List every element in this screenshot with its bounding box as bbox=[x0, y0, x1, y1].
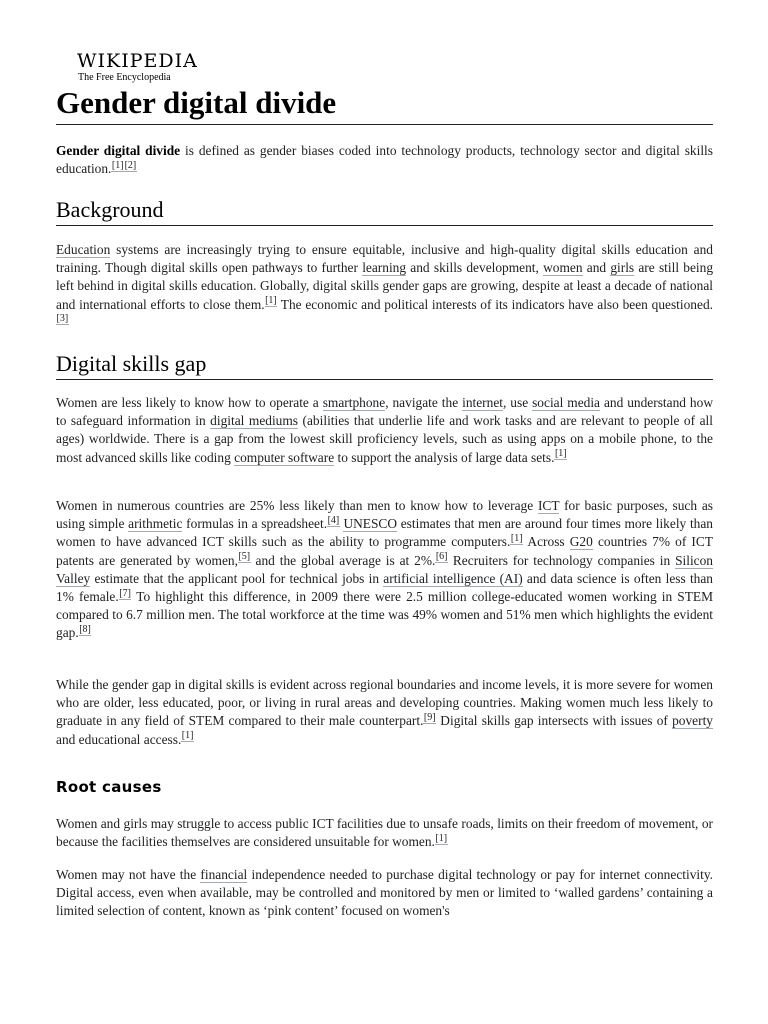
background-paragraph bbox=[56, 241, 713, 332]
link-poverty[interactable]: poverty bbox=[672, 713, 713, 729]
section-heading-digital-skills-gap: Digital skills gap bbox=[56, 350, 713, 380]
subsection-heading-root-causes: Root causes bbox=[56, 778, 162, 796]
text-span: and data science is often less than 1% female. bbox=[56, 570, 713, 605]
citation[interactable]: [1] bbox=[435, 832, 448, 844]
citation[interactable]: [1] bbox=[510, 532, 523, 544]
text-span: and the global average is at 2%. bbox=[250, 552, 436, 568]
link-financial[interactable]: financial bbox=[200, 867, 248, 882]
link-arithmetic[interactable]: arithmetic bbox=[128, 516, 183, 532]
citation[interactable]: [1] bbox=[265, 295, 277, 307]
root-causes-paragraph-1 bbox=[56, 815, 713, 851]
text-span: , use bbox=[503, 395, 533, 410]
citation[interactable]: [1][2] bbox=[111, 159, 137, 171]
link-girls[interactable]: girls bbox=[610, 260, 635, 276]
text-span: systems are increasingly trying to ensure equitable, inclusive and high-quality digital skills education and training. Though digital skills open pathways to further bbox=[56, 242, 713, 276]
citation[interactable]: [9] bbox=[423, 711, 436, 723]
text-span: While the gender gap in digital skills is evident across regional boundaries and income levels, it is more severe for women who are older, less educated, poor, or living in rural areas and developing countries. Making women much less likely to graduate in any field of STEM compared to their male counterpart. bbox=[56, 677, 713, 729]
logo-tagline: The Free Encyclopedia bbox=[78, 72, 171, 83]
citation[interactable]: [5] bbox=[238, 551, 251, 563]
page-title: Gender digital divide bbox=[56, 84, 713, 125]
text-span: and bbox=[582, 260, 611, 276]
citation[interactable]: [3] bbox=[56, 313, 69, 325]
text-span: Women may not have the bbox=[56, 867, 201, 882]
text-span: To highlight this difference, in 2009 there were 2.5 million college-educated women working in STEM compared to 6.7 million men. The total workforce at the time was 49% women and 51% men which highlights the evident gap. bbox=[56, 589, 713, 641]
citation[interactable]: [1] bbox=[554, 448, 567, 460]
digital-skills-paragraph-3 bbox=[56, 676, 713, 749]
text-span: for basic purposes, such as using simple bbox=[56, 498, 713, 532]
text-span: countries 7% of ICT patents are generated by women, bbox=[56, 534, 713, 568]
link-women[interactable]: women bbox=[543, 260, 583, 276]
link-unesco[interactable]: UNESCO bbox=[343, 516, 398, 532]
link-learning[interactable]: learning bbox=[362, 260, 407, 276]
text-span: independence needed to purchase digital technology or pay for internet connectivity. Digital access, even when available, may be controlled and monitored by men or limited to ‘walled gardens’ containing a limited selection of content, known as ‘pink content’ focused on women's bbox=[56, 867, 714, 919]
text-span: are still being left behind in digital skills education. Globally, digital skills gender gaps are growing, despite at least a decade of national and international efforts to close them. bbox=[56, 260, 714, 312]
citation[interactable]: [6] bbox=[435, 551, 448, 563]
text-span: and educational access. bbox=[56, 731, 182, 747]
link-silicon-valley[interactable]: Silicon Valley bbox=[56, 552, 714, 586]
text-span: Recruiters for technology companies in bbox=[448, 552, 676, 568]
link-education[interactable]: Education bbox=[56, 242, 111, 257]
link-computer-software[interactable]: computer software bbox=[234, 449, 335, 465]
text-span: Women in numerous countries are 25% less likely than men to know how to leverage bbox=[56, 498, 538, 513]
citation[interactable]: [7] bbox=[119, 587, 131, 599]
text-span: The economic and political interests of its indicators have also been questioned. bbox=[277, 296, 713, 312]
digital-skills-paragraph-1 bbox=[56, 394, 713, 467]
text-span: to support the analysis of large data sets. bbox=[334, 449, 555, 465]
text-span: estimates that men are around four times more likely than women to have advanced ICT skills such as the ability to programme computers. bbox=[56, 516, 713, 550]
text-span: (abilities that underlie life and work tasks and are relevant to people of all ages) worldwide. There is a gap from the lowest skill proficiency levels, such as using apps on a mobile phone, to the most advanced skills like coding bbox=[56, 413, 713, 465]
wikipedia-logo[interactable] bbox=[77, 50, 237, 84]
text-span: Digital skills gap intersects with issues of bbox=[436, 713, 673, 729]
root-causes-paragraph-2 bbox=[56, 866, 713, 921]
text-span: and skills development, bbox=[406, 260, 544, 276]
logo-wordmark: WIKIPEDIA bbox=[77, 50, 198, 72]
link-g20[interactable]: G20 bbox=[569, 534, 593, 550]
intro-text: is defined as gender biases coded into technology products, technology sector and digital skills education. bbox=[56, 143, 713, 177]
section-heading-background: Background bbox=[56, 196, 713, 226]
text-span: Across bbox=[523, 534, 570, 550]
text-span: Women are less likely to know how to operate a bbox=[56, 395, 323, 410]
intro-bold-term: Gender digital divide bbox=[56, 143, 181, 158]
digital-skills-paragraph-2 bbox=[56, 497, 713, 643]
link-social-media[interactable]: social media bbox=[532, 395, 600, 410]
text-span: Women and girls may struggle to access public ICT facilities due to unsafe roads, limits on their freedom of movement, or because the facilities themselves are considered unsuitable for women. bbox=[56, 816, 713, 850]
link-smartphone[interactable]: smartphone bbox=[322, 395, 386, 410]
text-span: and understand how to safeguard information in bbox=[56, 395, 713, 429]
citation[interactable]: [4] bbox=[327, 514, 340, 526]
text-span: estimate that the applicant pool for technical jobs in bbox=[90, 570, 384, 586]
link-digital-mediums[interactable]: digital mediums bbox=[210, 413, 299, 429]
citation[interactable]: [1] bbox=[181, 730, 194, 742]
link-internet[interactable]: internet bbox=[462, 395, 503, 410]
intro-paragraph bbox=[56, 142, 713, 178]
text-span: formulas in a spreadsheet. bbox=[182, 516, 328, 532]
link-ict[interactable]: ICT bbox=[537, 498, 560, 513]
citation[interactable]: [8] bbox=[79, 623, 91, 635]
text-span: , navigate the bbox=[385, 395, 463, 410]
link-artificial-intelligence[interactable]: artificial intelligence (AI) bbox=[383, 570, 523, 586]
